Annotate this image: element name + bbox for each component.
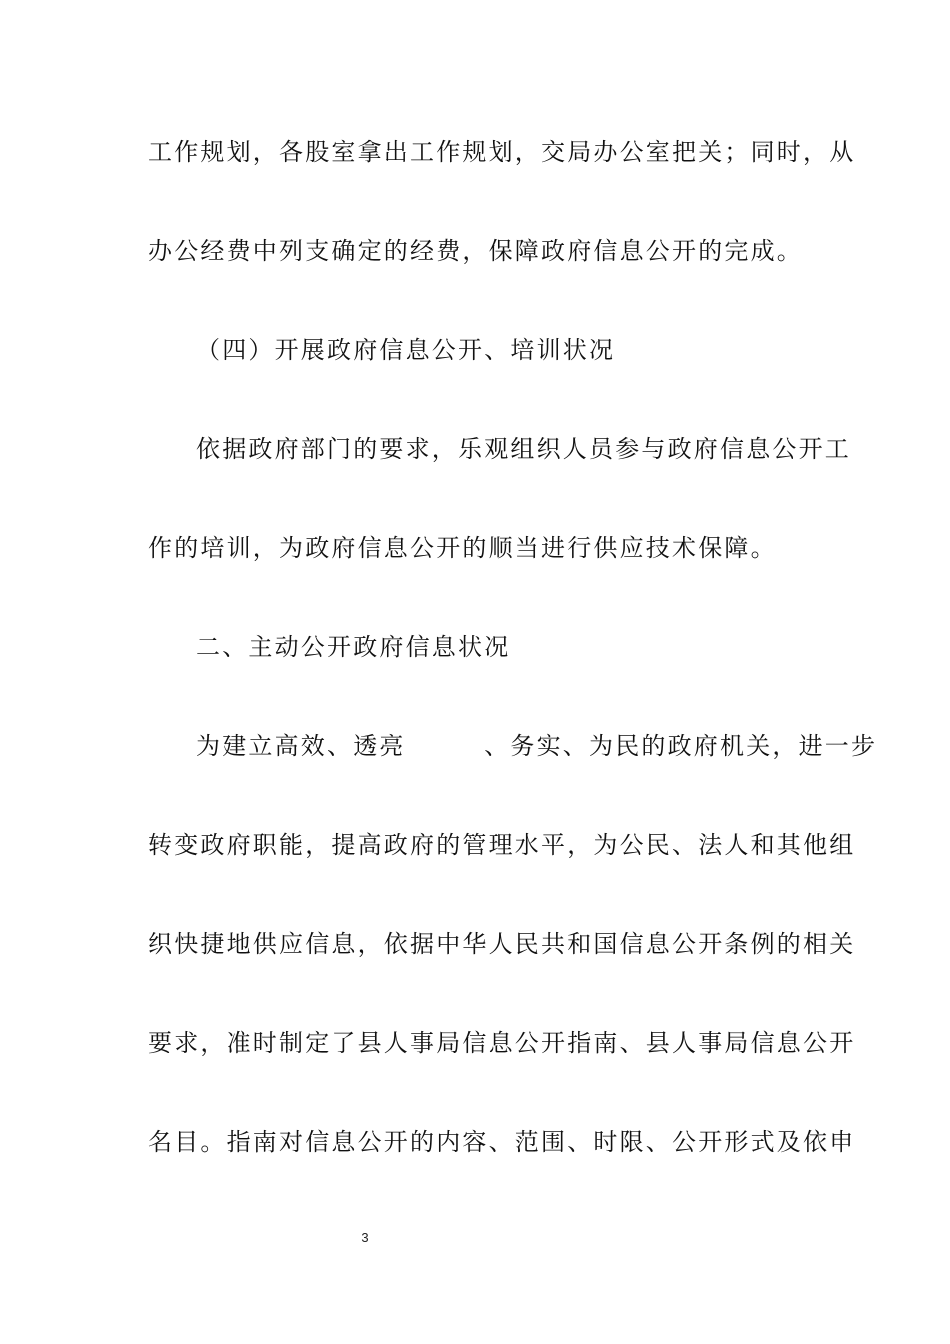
section-heading: 二、主动公开政府信息状况 (196, 633, 511, 661)
body-text-line: 工作规划，各股室拿出工作规划，交局办公室把关；同时，从 (148, 138, 856, 166)
body-text-line: 织快捷地供应信息，依据中华人民共和国信息公开条例的相关 (148, 930, 856, 958)
section-heading: （四）开展政府信息公开、培训状况 (196, 336, 616, 364)
body-text-line: 办公经费中列支确定的经费，保障政府信息公开的完成。 (148, 237, 803, 265)
body-text-line: 为建立高效、透亮 、务实、为民的政府机关，进一步 (196, 732, 878, 760)
body-text-line: 依据政府部门的要求，乐观组织人员参与政府信息公开工 (196, 435, 851, 463)
page-number: 3 (361, 1230, 369, 1245)
body-text-line: 要求，准时制定了县人事局信息公开指南、县人事局信息公开 (148, 1029, 856, 1057)
body-text-line: 名目。指南对信息公开的内容、范围、时限、公开形式及依申 (148, 1128, 856, 1156)
body-text-line: 转变政府职能，提高政府的管理水平，为公民、法人和其他组 (148, 831, 856, 859)
body-text-line: 作的培训，为政府信息公开的顺当进行供应技术保障。 (148, 534, 777, 562)
